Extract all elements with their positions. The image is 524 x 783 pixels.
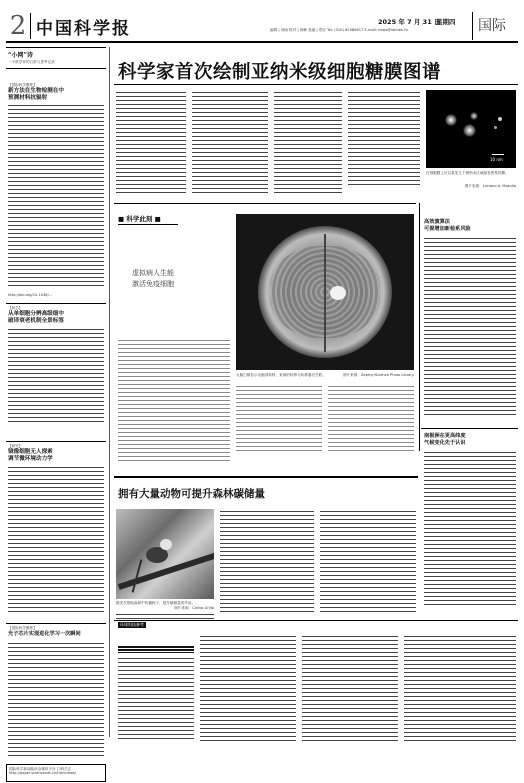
paper-name: 中国科学报 (36, 19, 131, 39)
lead-figure-credit: 图片来源：Luciano A. Masullo (464, 184, 516, 188)
lead-figure-scale: 10 nm (490, 157, 503, 162)
section-name: 国际 (478, 18, 506, 34)
bottom-col-1 (118, 656, 194, 742)
item4-body (8, 641, 104, 759)
date: 2025 年 7 月 31 日 (378, 18, 441, 26)
brief2-title[interactable]: 南极洲在更高纬度 气候变化先于认识 (424, 433, 466, 446)
lead-col-4 (348, 90, 420, 186)
lead-figure-caption: 在细胞膜上可以看见几个微纳米区域级有密集的糖。 (426, 171, 509, 175)
monkey-photo-caption: 猴类在帮助森林中传播种子，提升碳储量的作用。 (116, 601, 196, 605)
bottom-col-1-head (118, 645, 194, 653)
lead-figure (426, 90, 516, 168)
second-col-1 (220, 509, 314, 613)
item1-title[interactable]: 新方法在生物检测在中 预测材料抗辐射 (8, 88, 64, 101)
left-footer[interactable]: 国际科学新闻阅读全媒体平台 扫码关注 http://paper.sciencenet.cn/htmlnews/ (6, 764, 106, 782)
item3-title[interactable]: 镜像细胞无人探索 调节微环境动力学 (8, 449, 53, 462)
bottom-col-2 (200, 634, 296, 742)
second-col-0 (116, 612, 214, 620)
motto-sub: 一个科学家的日常与思考记录 (8, 60, 55, 64)
lead-col-3 (274, 90, 342, 196)
item1-kicker: 【国际科学聚焦】 (8, 83, 37, 87)
column-name: ■ 科学此刻 ■ (118, 215, 161, 223)
brief2-body (424, 450, 516, 608)
item4-kicker: 【国际科学聚焦】 (8, 626, 37, 630)
column-body-3 (328, 384, 414, 454)
contact-line: 编辑 | 刘雨 校对 | 何琳 美编 | 郑亦 Tel: (010) 62580617 E-mail: news@stimes.cn (270, 28, 409, 32)
column-body-1 (118, 338, 230, 464)
brief1-title[interactable]: 高效演算法 可提增加新检系风险 (424, 219, 471, 232)
page-number: 2 (9, 11, 27, 41)
bottom-col-4 (404, 634, 516, 742)
weekday: 星期四 (436, 18, 456, 26)
second-col-2 (320, 509, 416, 613)
column-box (114, 208, 416, 468)
masthead-rule (6, 41, 518, 43)
left-column: “小网”诗 一个科学家的日常与思考记录 【国际科学聚焦】 新方法在生物检测在中 预测材料抗辐射 http://doi.org/10.1038/... 【科学】 从单细胞分辨高级细中 破译衰老机制全景标签 【研究】 镜像细胞无人探索 调节微环境动力学 【国际科学聚焦】 光子芯片实现进化学习一次瞬间 国际科学新闻阅读全媒体平台 扫码关注 http://paper.sciencenet.cn/htmlnews/ (6, 47, 106, 737)
brief1-body (424, 236, 516, 416)
lead-headline: 科学家首次绘制亚纳米级细胞糖膜图谱 (118, 62, 442, 83)
column-headline: 虚拟病人生能 激活免疫细胞 (132, 269, 174, 288)
brain-photo-credit: 图片来源：Zephyr/Science Photo Library (342, 373, 414, 377)
brain-photo-caption: 大脑扫描显示出脑部转移，来源的转移与转移器官关联。 (236, 373, 326, 377)
left-column-divider (109, 47, 110, 737)
item3-body (8, 465, 104, 615)
brain-photo (236, 214, 414, 370)
monkey-photo-credit: 图片来源：Carlos Grillo (174, 606, 214, 610)
second-headline: 拥有大量动物可提升森林碳储量 (118, 488, 265, 500)
lead-col-1 (116, 90, 186, 196)
item3-kicker: 【研究】 (8, 444, 23, 448)
item1-body (8, 103, 104, 289)
motto-title: “小网”诗 (8, 52, 33, 59)
bottom-col-3 (302, 634, 398, 742)
bottom-section-label: 环球科技参考 (120, 622, 144, 627)
item2-body (8, 327, 104, 425)
column-body-2 (236, 384, 322, 454)
item2-kicker: 【科学】 (8, 306, 23, 310)
monkey-photo (116, 509, 214, 599)
item2-title[interactable]: 从单细胞分辨高级细中 破译衰老机制全景标签 (8, 311, 64, 324)
section-divider (472, 12, 473, 40)
masthead-divider (30, 13, 31, 39)
lead-col-2 (192, 90, 268, 196)
item4-title[interactable]: 光子芯片实现进化学习一次瞬间 (8, 631, 81, 637)
